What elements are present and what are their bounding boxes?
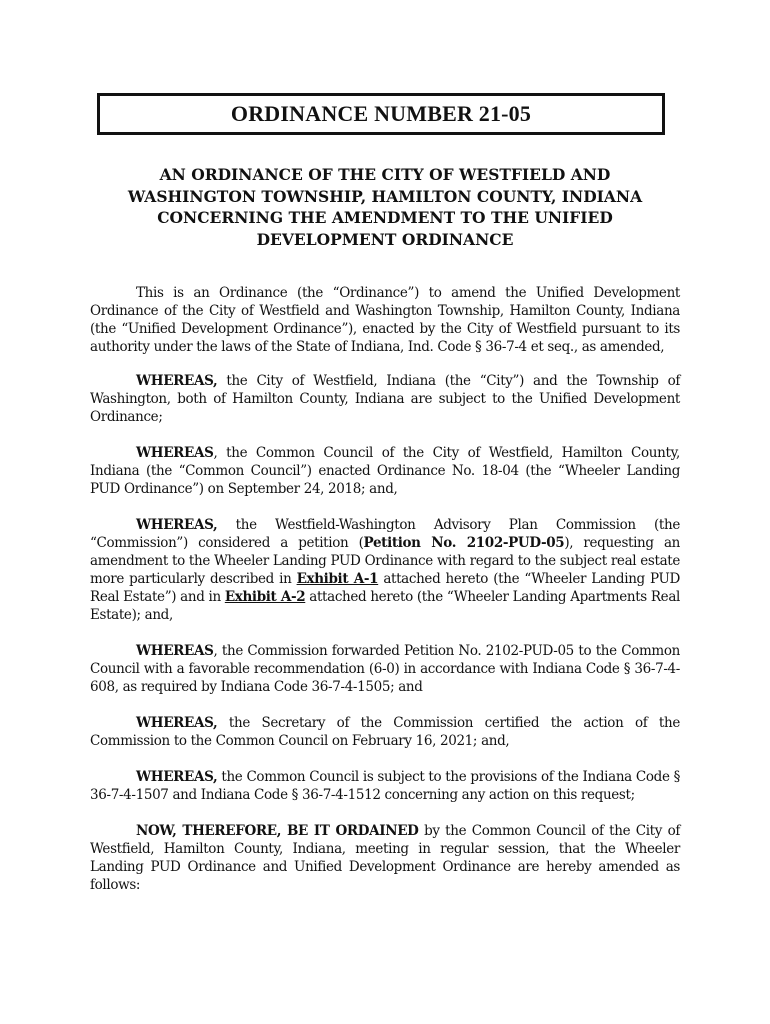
whereas-text: ), requesting an amendment to the Wheeler Landing PUD Ordinance with regard to the subject real estate more particularly described in xyxy=(90,535,680,587)
subtitle-line: DEVELOPMENT ORDINANCE xyxy=(256,229,514,249)
ordained-paragraph xyxy=(90,822,680,894)
ordinance-body xyxy=(90,284,680,912)
ordained-lead: NOW, THEREFORE, BE IT ORDAINED xyxy=(136,823,419,839)
whereas-paragraph-4 xyxy=(90,642,680,696)
whereas-text: attached hereto (the “Wheeler Landing PUD Real Estate”) and in xyxy=(90,571,680,605)
whereas-lead: WHEREAS, xyxy=(136,769,218,785)
whereas-text: the Common Council is subject to the provisions of the Indiana Code § 36-7-4-1507 and Indiana Code § 36-7-4-1512 concerning any action on this request; xyxy=(90,769,680,803)
whereas-text: , the Common Council of the City of Westfield, Hamilton County, Indiana (the “Common Council”) enacted Ordinance No. 18-04 (the “Wheeler Landing PUD Ordinance”) on September 24, 2018; and, xyxy=(90,445,680,497)
exhibit-a2-reference: Exhibit A-2 xyxy=(224,589,306,605)
intro-text: This is an Ordinance (the “Ordinance”) to amend the Unified Development Ordinance of the City of Westfield and Washington Township, Hamilton County, Indiana (the “Unified Development Ordinance”), enacted by the City of Westfield pursuant to its authority under the laws of the State of Indiana, Ind. Code § 36-7-4 et seq., as amended, xyxy=(90,285,680,355)
subtitle-line: WASHINGTON TOWNSHIP, HAMILTON COUNTY, INDIANA xyxy=(127,186,643,206)
whereas-paragraph-6 xyxy=(90,768,680,804)
whereas-paragraph-1 xyxy=(90,372,680,426)
whereas-lead: WHEREAS, xyxy=(136,517,218,533)
ordinance-subtitle xyxy=(90,164,680,250)
petition-number: Petition No. 2102-PUD-05 xyxy=(363,535,565,551)
subtitle-line: CONCERNING THE AMENDMENT TO THE UNIFIED xyxy=(157,208,613,227)
exhibit-a1-reference: Exhibit A-1 xyxy=(296,571,379,587)
whereas-lead: WHEREAS, xyxy=(136,373,218,389)
ordinance-title xyxy=(97,93,665,135)
whereas-lead: WHEREAS xyxy=(136,445,214,461)
ordained-text: by the Common Council of the City of Westfield, Hamilton County, Indiana, meeting in regular session, that the Wheeler Landing PUD Ordinance and Unified Development Ordinance are hereby amended as follows: xyxy=(90,823,680,893)
intro-paragraph xyxy=(90,284,680,356)
whereas-text: the Secretary of the Commission certified the action of the Commission to the Common Council on February 16, 2021; and, xyxy=(90,715,680,749)
whereas-text: the Westfield-Washington Advisory Plan Commission (the “Commission”) considered a petition ( xyxy=(90,517,680,551)
whereas-text: the City of Westfield, Indiana (the “City”) and the Township of Washington, both of Hamilton County, Indiana are subject to the Unified Development Ordinance; xyxy=(90,373,680,425)
subtitle-line: AN ORDINANCE OF THE CITY OF WESTFIELD AND xyxy=(159,165,611,184)
whereas-paragraph-2 xyxy=(90,444,680,498)
whereas-text: attached hereto (the “Wheeler Landing Apartments Real Estate); and, xyxy=(90,589,680,623)
whereas-text: , the Commission forwarded Petition No. 2102-PUD-05 to the Common Council with a favorable recommendation (6-0) in accordance with Indiana Code § 36-7-4-608, as required by Indiana Code 36-7-4-1505; and xyxy=(90,643,680,695)
whereas-paragraph-5 xyxy=(90,714,680,750)
whereas-paragraph-3 xyxy=(90,516,680,624)
whereas-lead: WHEREAS xyxy=(136,643,214,659)
whereas-lead: WHEREAS, xyxy=(136,715,218,731)
ordinance-title-text: ORDINANCE NUMBER 21-05 xyxy=(230,101,532,126)
